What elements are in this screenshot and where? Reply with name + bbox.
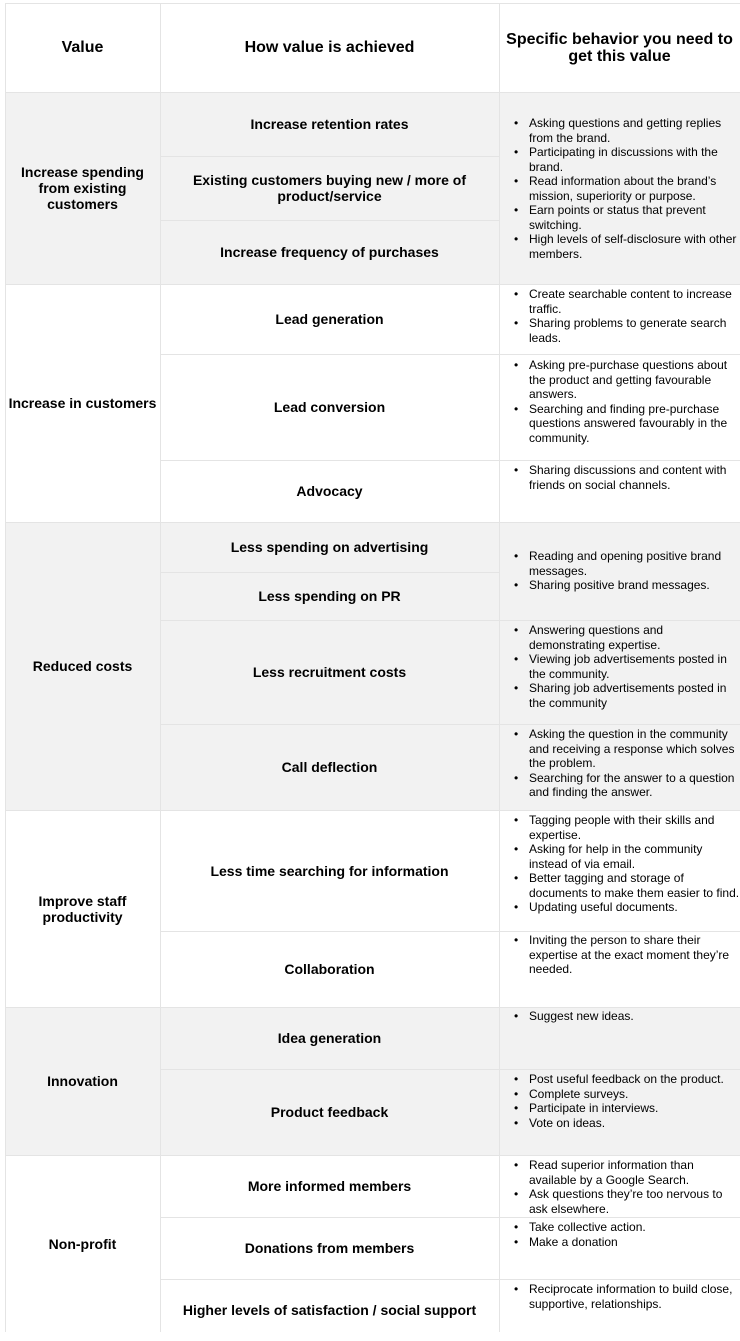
how-cell: Less time searching for information (210, 862, 449, 879)
how-cell: Increase retention rates (250, 116, 409, 132)
behavior-item: • Suggest new ideas. (513, 1009, 740, 1024)
value-cell: Non-profit (48, 1235, 117, 1252)
behavior-list (513, 549, 740, 593)
behavior-list (513, 1158, 740, 1216)
how-cell: Call deflection (281, 759, 378, 775)
behavior-item: • Sharing job advertisements posted in the community (513, 681, 740, 710)
how-cell: Existing customers buying new / more of product/service (192, 172, 467, 204)
behavior-item: • Sharing discussions and content with friends on social channels. (513, 463, 740, 492)
behavior-item: • Updating useful documents. (513, 900, 740, 915)
value-cell: Reduced costs (32, 658, 133, 674)
behavior-item: • Answering questions and demonstrating expertise. (513, 623, 740, 652)
how-cell: More informed members (247, 1178, 412, 1194)
behavior-list (513, 623, 740, 710)
behavior-item: • Create searchable content to increase traffic. (513, 287, 740, 316)
behavior-list (513, 1009, 740, 1024)
header-value: Value (61, 39, 104, 56)
how-cell: Collaboration (284, 961, 375, 977)
value-cell: Improve staff productivity (38, 892, 127, 925)
value-cell: Increase spending from existing customers (21, 164, 144, 212)
behavior-item: • Participating in discussions with the brand. (513, 145, 740, 174)
behavior-item: • Post useful feedback on the product. (513, 1072, 740, 1087)
how-cell: Advocacy (296, 483, 363, 499)
how-cell: Donations from members (244, 1240, 415, 1256)
behavior-item: • Ask questions they’re too nervous to ask elsewhere. (513, 1187, 740, 1216)
behavior-item: • Make a donation (513, 1235, 740, 1250)
behavior-item: • Reading and opening positive brand messages. (513, 549, 740, 578)
header-how: How value is achieved (244, 39, 415, 56)
behavior-item: • Read information about the brand’s mission, superiority or purpose. (513, 174, 740, 203)
behavior-item: • Tagging people with their skills and expertise. (513, 813, 740, 842)
behavior-list (513, 813, 740, 915)
how-cell: Product feedback (270, 1104, 389, 1120)
behavior-list (513, 358, 740, 445)
behavior-list (513, 727, 740, 800)
behavior-list (513, 1282, 740, 1311)
behavior-item: • Asking pre-purchase questions about the product and getting favourable answers. (513, 358, 740, 402)
behavior-item: • Earn points or status that prevent switching. (513, 203, 740, 232)
header-behavior: Specific behavior you need to get this value (506, 30, 733, 65)
behavior-item: • High levels of self-disclosure with other members. (513, 232, 740, 261)
behavior-item: • Sharing positive brand messages. (513, 578, 740, 593)
value-cell: Innovation (47, 1073, 118, 1089)
behavior-list (513, 1072, 740, 1130)
value-cell: Increase in customers (8, 395, 157, 411)
behavior-item: • Sharing problems to generate search leads. (513, 316, 740, 345)
behavior-list (513, 463, 740, 492)
behavior-item: • Complete surveys. (513, 1087, 740, 1102)
behavior-item: • Searching for the answer to a question and finding the answer. (513, 771, 740, 800)
behavior-item: • Better tagging and storage of documents to make them easier to find. (513, 871, 740, 900)
behavior-item: • Vote on ideas. (513, 1116, 740, 1131)
how-cell: Less spending on PR (258, 588, 401, 604)
behavior-list (513, 933, 740, 977)
how-cell: Less recruitment costs (252, 664, 407, 680)
how-cell: Increase frequency of purchases (220, 244, 439, 260)
behavior-list (513, 287, 740, 345)
behavior-item: • Viewing job advertisements posted in the community. (513, 652, 740, 681)
behavior-item: • Read superior information than available by a Google Search. (513, 1158, 740, 1187)
how-cell: Lead conversion (273, 399, 386, 415)
behavior-list (513, 116, 740, 261)
how-cell: Idea generation (277, 1030, 382, 1046)
behavior-item: • Take collective action. (513, 1220, 740, 1235)
behavior-item: • Participate in interviews. (513, 1101, 740, 1116)
how-cell: Less spending on advertising (230, 539, 429, 555)
how-cell: Lead generation (275, 311, 384, 327)
behavior-item: • Asking for help in the community instead of via email. (513, 842, 740, 871)
behavior-list (513, 1220, 740, 1249)
column-divider (499, 3, 500, 1332)
behavior-item: • Asking questions and getting replies from the brand. (513, 116, 740, 145)
behavior-item: • Searching and finding pre-purchase questions answered favourably in the community. (513, 402, 740, 446)
how-cell: Higher levels of satisfaction / social support (182, 1302, 477, 1318)
behavior-item: • Reciprocate information to build close, supportive, relationships. (513, 1282, 740, 1311)
behavior-item: • Asking the question in the community and receiving a response which solves the problem. (513, 727, 740, 771)
behavior-item: • Inviting the person to share their expertise at the exact moment they’re needed. (513, 933, 740, 977)
